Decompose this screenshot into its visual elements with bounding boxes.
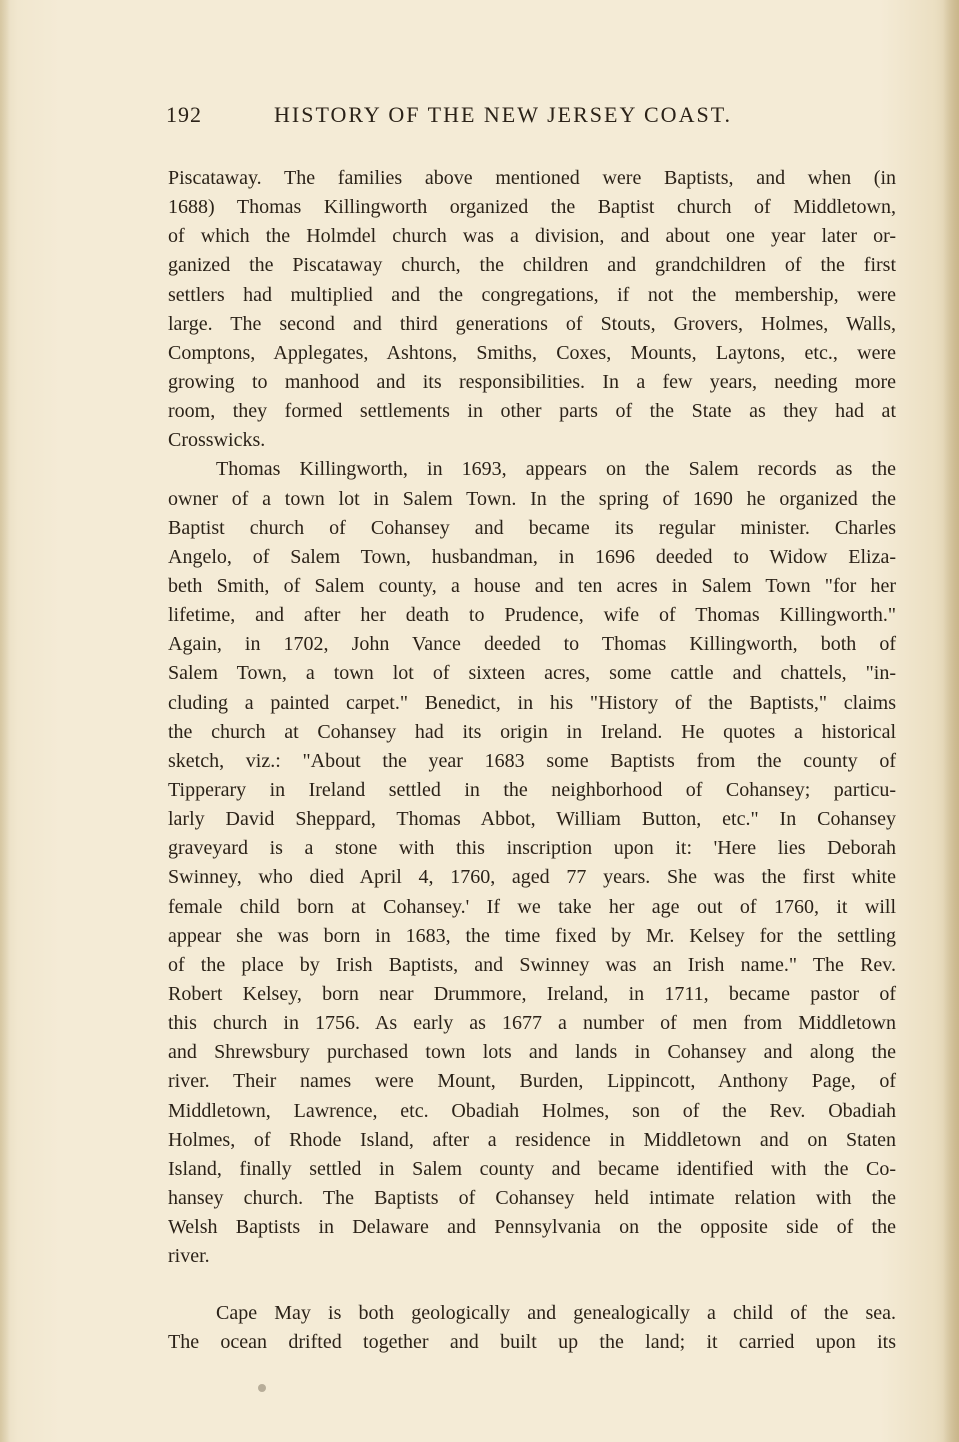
text-line: Crosswicks.: [168, 429, 266, 452]
text-line: Robert Kelsey, born near Drummore, Ireland, in 1711, became pastor of: [168, 982, 896, 1005]
text-line: Again, in 1702, John Vance deeded to Thomas Killingworth, both of: [168, 633, 896, 656]
text-line: larly David Sheppard, Thomas Abbot, William Button, etc." In Cohansey: [168, 808, 896, 831]
paragraph-2: [168, 455, 896, 1271]
text-line: Holmes, of Rhode Island, after a residence in Middletown and on Staten: [168, 1128, 896, 1151]
text-line: ganized the Piscataway church, the children and grandchildren of the first: [168, 254, 896, 277]
text-line: female child born at Cohansey.' If we take her age out of 1760, it will: [168, 895, 896, 918]
running-title: HISTORY OF THE NEW JERSEY COAST.: [274, 102, 733, 127]
page-header: [166, 102, 786, 136]
page-right-shadow: [943, 0, 959, 1442]
text-line: large. The second and third generations of Stouts, Grovers, Holmes, Walls,: [168, 312, 896, 335]
text-line: Island, finally settled in Salem county and became identified with the Co-: [168, 1157, 896, 1180]
paragraph-1: [168, 164, 896, 455]
text-line: Salem Town, a town lot of sixteen acres, some cattle and chattels, "in-: [168, 662, 896, 685]
text-line: Cape May is both geologically and genealogically a child of the sea.: [216, 1302, 896, 1325]
text-line: of the place by Irish Baptists, and Swinney was an Irish name." The Rev.: [168, 953, 896, 976]
text-line: sketch, viz.: "About the year 1683 some Baptists from the county of: [168, 749, 896, 772]
paragraph-3: [168, 1299, 896, 1357]
text-line: growing to manhood and its responsibilities. In a few years, needing more: [168, 370, 896, 393]
text-line: graveyard is a stone with this inscription upon it: 'Here lies Deborah: [168, 837, 896, 860]
text-line: Middletown, Lawrence, etc. Obadiah Holmes, son of the Rev. Obadiah: [168, 1099, 896, 1122]
text-line: Baptist church of Cohansey and became its regular minister. Charles: [168, 516, 896, 539]
text-line: appear she was born in 1683, the time fixed by Mr. Kelsey for the settling: [168, 924, 896, 947]
ink-speck: [258, 1384, 266, 1392]
text-line: Comptons, Applegates, Ashtons, Smiths, Coxes, Mounts, Laytons, etc., were: [168, 341, 896, 364]
text-line: river.: [168, 1245, 210, 1268]
page-number: 192: [166, 102, 202, 127]
text-line: Swinney, who died April 4, 1760, aged 77 years. She was the first white: [168, 866, 896, 889]
text-line: Tipperary in Ireland settled in the neighborhood of Cohansey; particu-: [168, 778, 896, 801]
text-line: this church in 1756. As early as 1677 a number of men from Middletown: [168, 1012, 896, 1035]
text-line: river. Their names were Mount, Burden, Lippincott, Anthony Page, of: [168, 1070, 896, 1093]
text-line: 1688) Thomas Killingworth organized the Baptist church of Middletown,: [168, 196, 896, 219]
paragraph-gap: [168, 1271, 896, 1299]
text-line: room, they formed settlements in other parts of the State as they had at: [168, 400, 896, 423]
text-line: settlers had multiplied and the congregations, if not the membership, were: [168, 283, 896, 306]
text-line: the church at Cohansey had its origin in Ireland. He quotes a historical: [168, 720, 896, 743]
text-line: Welsh Baptists in Delaware and Pennsylvania on the opposite side of the: [168, 1216, 896, 1239]
text-line: Angelo, of Salem Town, husbandman, in 1696 deeded to Widow Eliza-: [168, 545, 896, 568]
body-text: [168, 164, 896, 1358]
text-line: of which the Holmdel church was a division, and about one year later or-: [168, 225, 896, 248]
text-line: and Shrewsbury purchased town lots and lands in Cohansey and along the: [168, 1041, 896, 1064]
text-line: lifetime, and after her death to Prudence, wife of Thomas Killingworth.": [168, 604, 896, 627]
text-line: Thomas Killingworth, in 1693, appears on the Salem records as the: [216, 458, 896, 481]
page-left-shadow: [0, 0, 10, 1442]
text-line: Piscataway. The families above mentioned were Baptists, and when (in: [168, 167, 896, 189]
text-line: hansey church. The Baptists of Cohansey held intimate relation with the: [168, 1186, 896, 1209]
text-line: cluding a painted carpet." Benedict, in his "History of the Baptists," claims: [168, 691, 896, 714]
text-line: owner of a town lot in Salem Town. In the spring of 1690 he organized the: [168, 487, 896, 510]
text-line: The ocean drifted together and built up the land; it carried upon its: [168, 1331, 896, 1354]
text-line: beth Smith, of Salem county, a house and ten acres in Salem Town "for her: [168, 574, 896, 597]
